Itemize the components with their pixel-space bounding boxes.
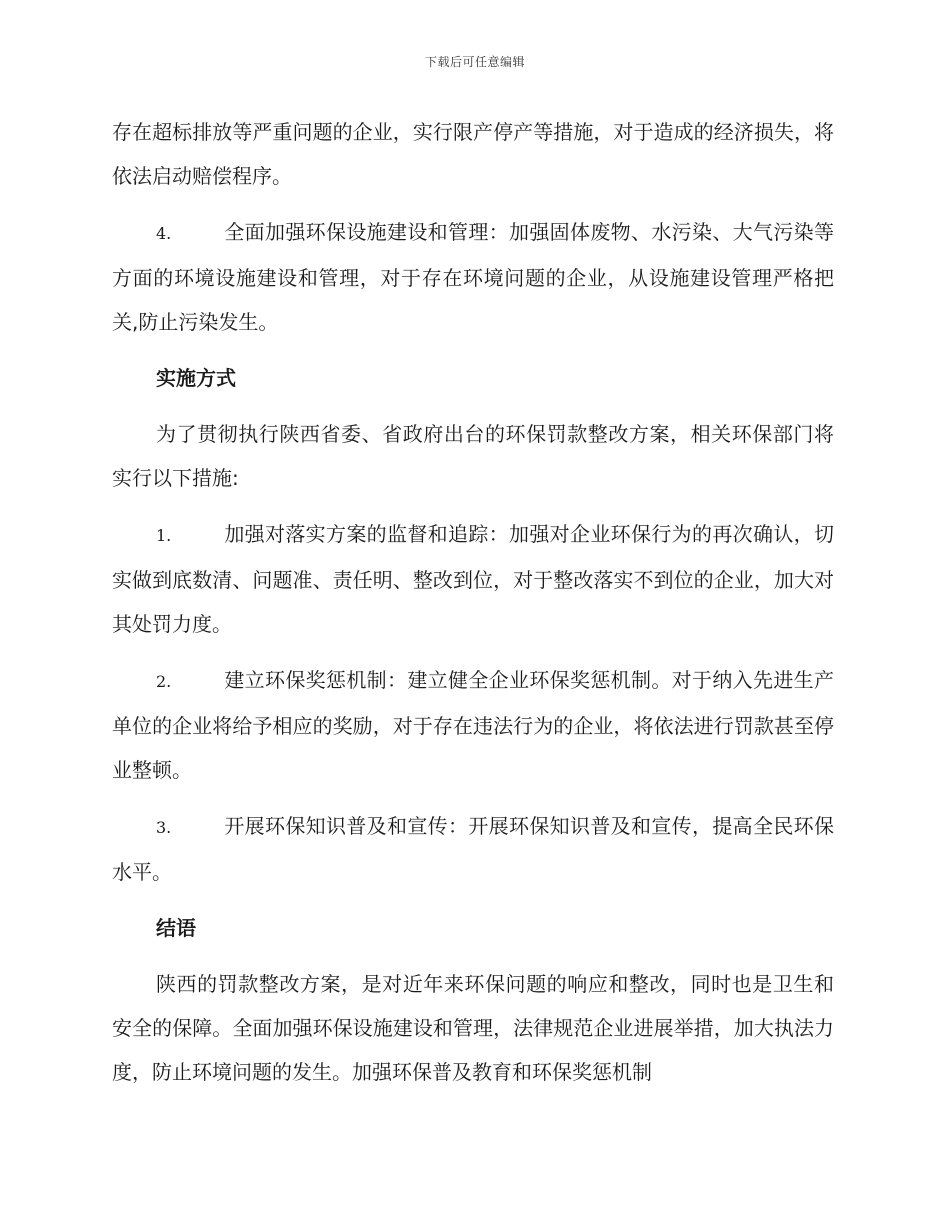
section-heading-conclusion: 结语 [156,916,196,940]
list-number: 3. [156,818,172,837]
list-number: 2. [156,672,172,691]
list-item-text: 建立环保奖惩机制：建立健全企业环保奖惩机制。对于纳入先进生产单位的企业将给予相应的奖励，对于存在违法行为的企业，将依法进行罚款甚至停业整顿。 [112,668,834,782]
list-item-text: 开展环保知识普及和宣传：开展环保知识普及和宣传，提高全民环保水平。 [112,814,834,884]
list-item-2 [112,658,834,792]
list-number: 4. [156,224,172,243]
list-item-text: 全面加强环保设施建设和管理：加强固体废物、水污染、大气污染等方面的环境设施建设和管理，对于存在环境问题的企业，从设施建设管理严格把关,防止污染发生。 [112,220,834,334]
list-item-4 [112,210,834,344]
paragraph-intro: 为了贯彻执行陕西省委、省政府出台的环保罚款整改方案，相关环保部门将实行以下措施: [112,422,834,490]
list-item-text: 加强对落实方案的监督和追踪：加强对企业环保行为的再次确认，切实做到底数清、问题准、责任明、整改到位，对于整改落实不到位的企业，加大对其处罚力度。 [112,522,834,636]
list-number: 1. [156,526,172,545]
list-item-1 [112,512,834,646]
paragraph-continuation: 存在超标排放等严重问题的企业，实行限产停产等措施，对于造成的经济损失，将依法启动赔偿程序。 [112,120,834,188]
section-heading-implementation: 实施方式 [156,366,236,390]
page-header-note: 下载后可任意编辑 [424,55,525,69]
paragraph-conclusion: 陕西的罚款整改方案，是对近年来环保问题的响应和整改，同时也是卫生和安全的保障。全面加强环保设施建设和管理，法律规范企业进展举措，加大执法力度，防止环境问题的发生。加强环保普及教育和环保奖惩机制 [112,972,834,1084]
document-body [112,110,834,1106]
list-item-3 [112,804,834,894]
